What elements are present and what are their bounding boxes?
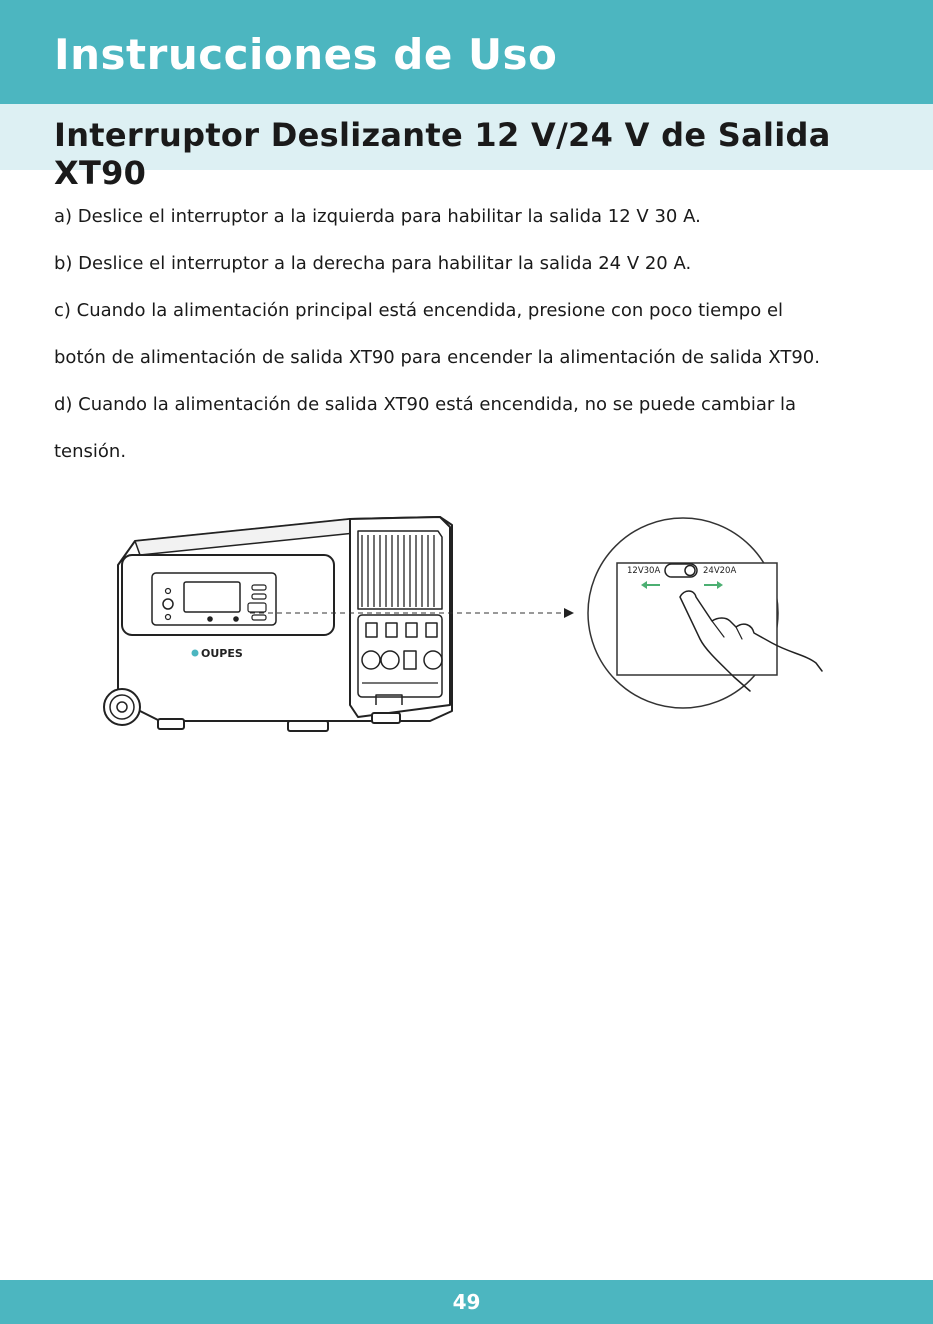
instruction-line: tensión. [54,441,127,462]
brand-logo: OUPES [201,647,243,660]
instruction-line: b) Deslice el interruptor a la derecha para habilitar la salida 24 V 20 A. [54,253,692,274]
switch-right-label: 24V20A [703,566,737,576]
instruction-line: c) Cuando la alimentación principal está encendida, presione con poco tiempo el [54,300,784,321]
instruction-line: botón de alimentación de salida XT90 para encender la alimentación de salida XT90. [54,347,820,368]
switch-left-label: 12V30A [627,566,661,576]
instruction-line: d) Cuando la alimentación de salida XT90 está encendida, no se puede cambiar la [54,394,797,415]
page-title: Instrucciones de Uso [54,30,558,79]
instruction-line: a) Deslice el interruptor a la izquierda para habilitar la salida 12 V 30 A. [54,206,701,227]
page-number: 49 [452,1290,481,1314]
power-station-illustration [100,505,830,740]
section-title: Interruptor Deslizante 12 V/24 V de Salida XT90 [54,116,831,192]
